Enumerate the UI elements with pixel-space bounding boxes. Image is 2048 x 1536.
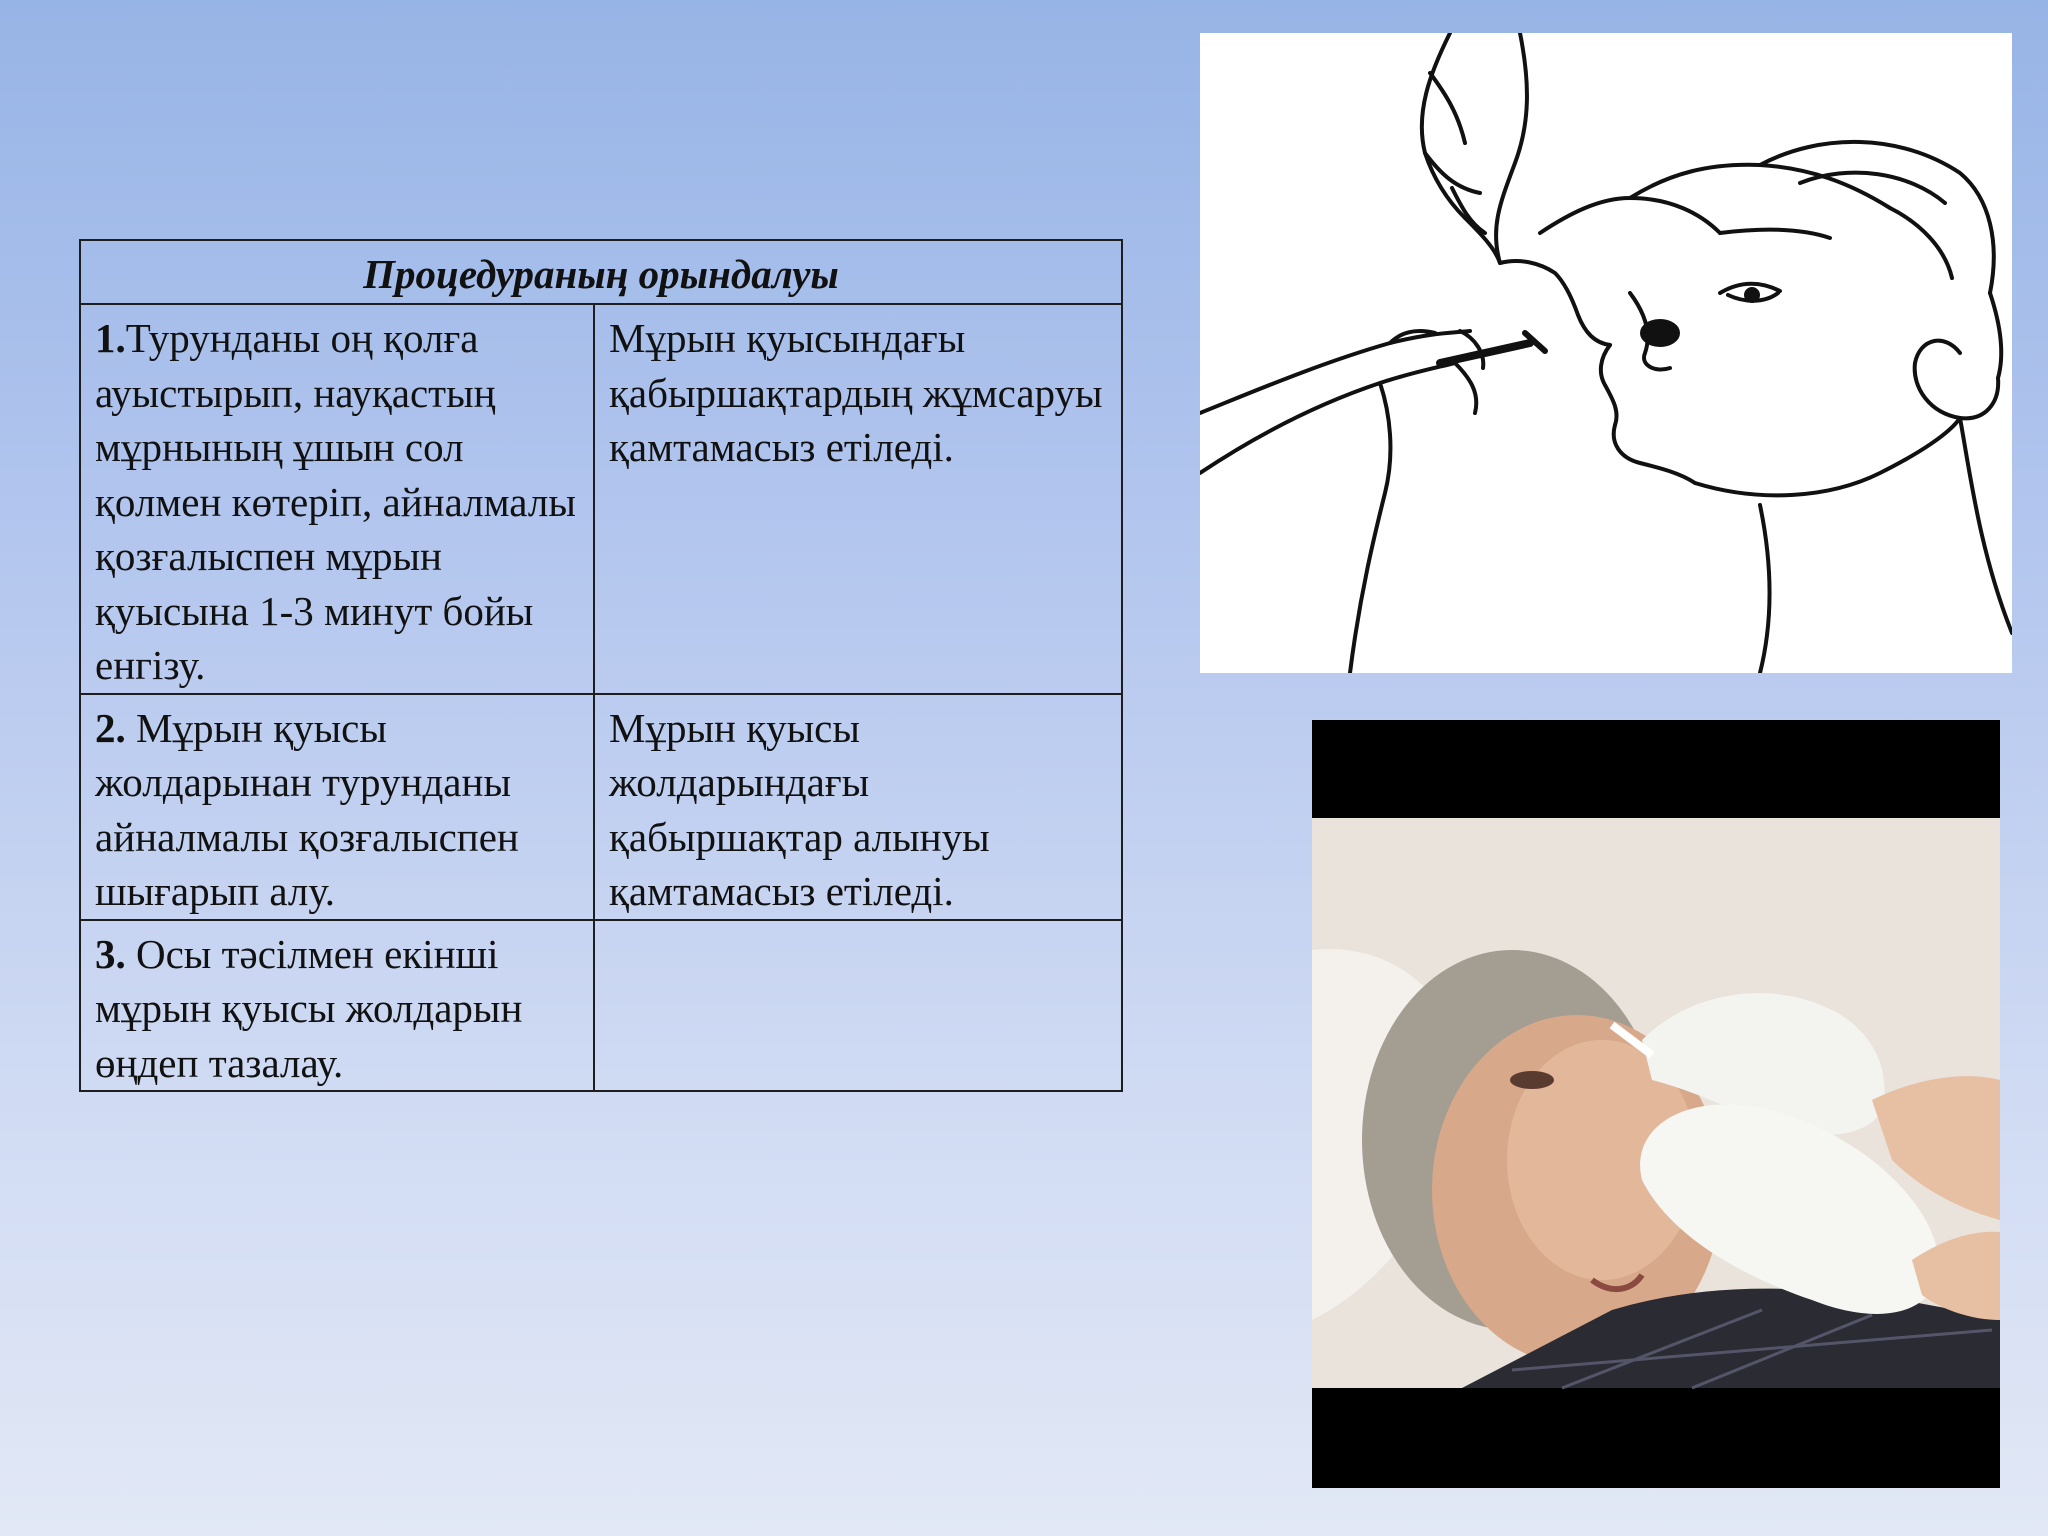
photo-nasal-cleaning-icon	[1312, 720, 2000, 1488]
step-cell	[80, 920, 594, 1092]
step-cell	[80, 694, 594, 920]
step-number: 2.	[95, 704, 126, 751]
table-row	[80, 920, 1122, 1092]
table-header-row	[80, 240, 1122, 304]
step-text: Мұрын қуысы жолдарынан турунданы айналмалы қозғалыспен шығарып алу.	[95, 704, 519, 914]
line-drawing-nasal-cleaning-icon	[1200, 33, 2012, 673]
table-header: Процедураның орындалуы	[80, 240, 1122, 304]
result-cell: Мұрын қуысы жолдарындағы қабыршақтар алынуы қамтамасыз етіледі.	[594, 694, 1122, 920]
table-row	[80, 694, 1122, 920]
table-row	[80, 304, 1122, 694]
procedure-table	[79, 239, 1123, 1092]
step-number: 1.	[95, 315, 126, 361]
step-number: 3.	[95, 930, 126, 977]
step-text: Турунданы оң қолға ауыстырып, науқастың мұрнының ұшын сол қолмен көтеріп, айналмалы қозғалыспен мұрын қуысына 1-3 минут бойы енгізу.	[95, 315, 576, 688]
result-cell: Мұрын қуысындағы қабыршақтардың жұмсаруы қамтамасыз етіледі.	[594, 304, 1122, 694]
step-text: Осы тәсілмен екінші мұрын қуысы жолдарын өңдеп тазалау.	[95, 930, 523, 1086]
step-cell	[80, 304, 594, 694]
result-cell	[594, 920, 1122, 1092]
